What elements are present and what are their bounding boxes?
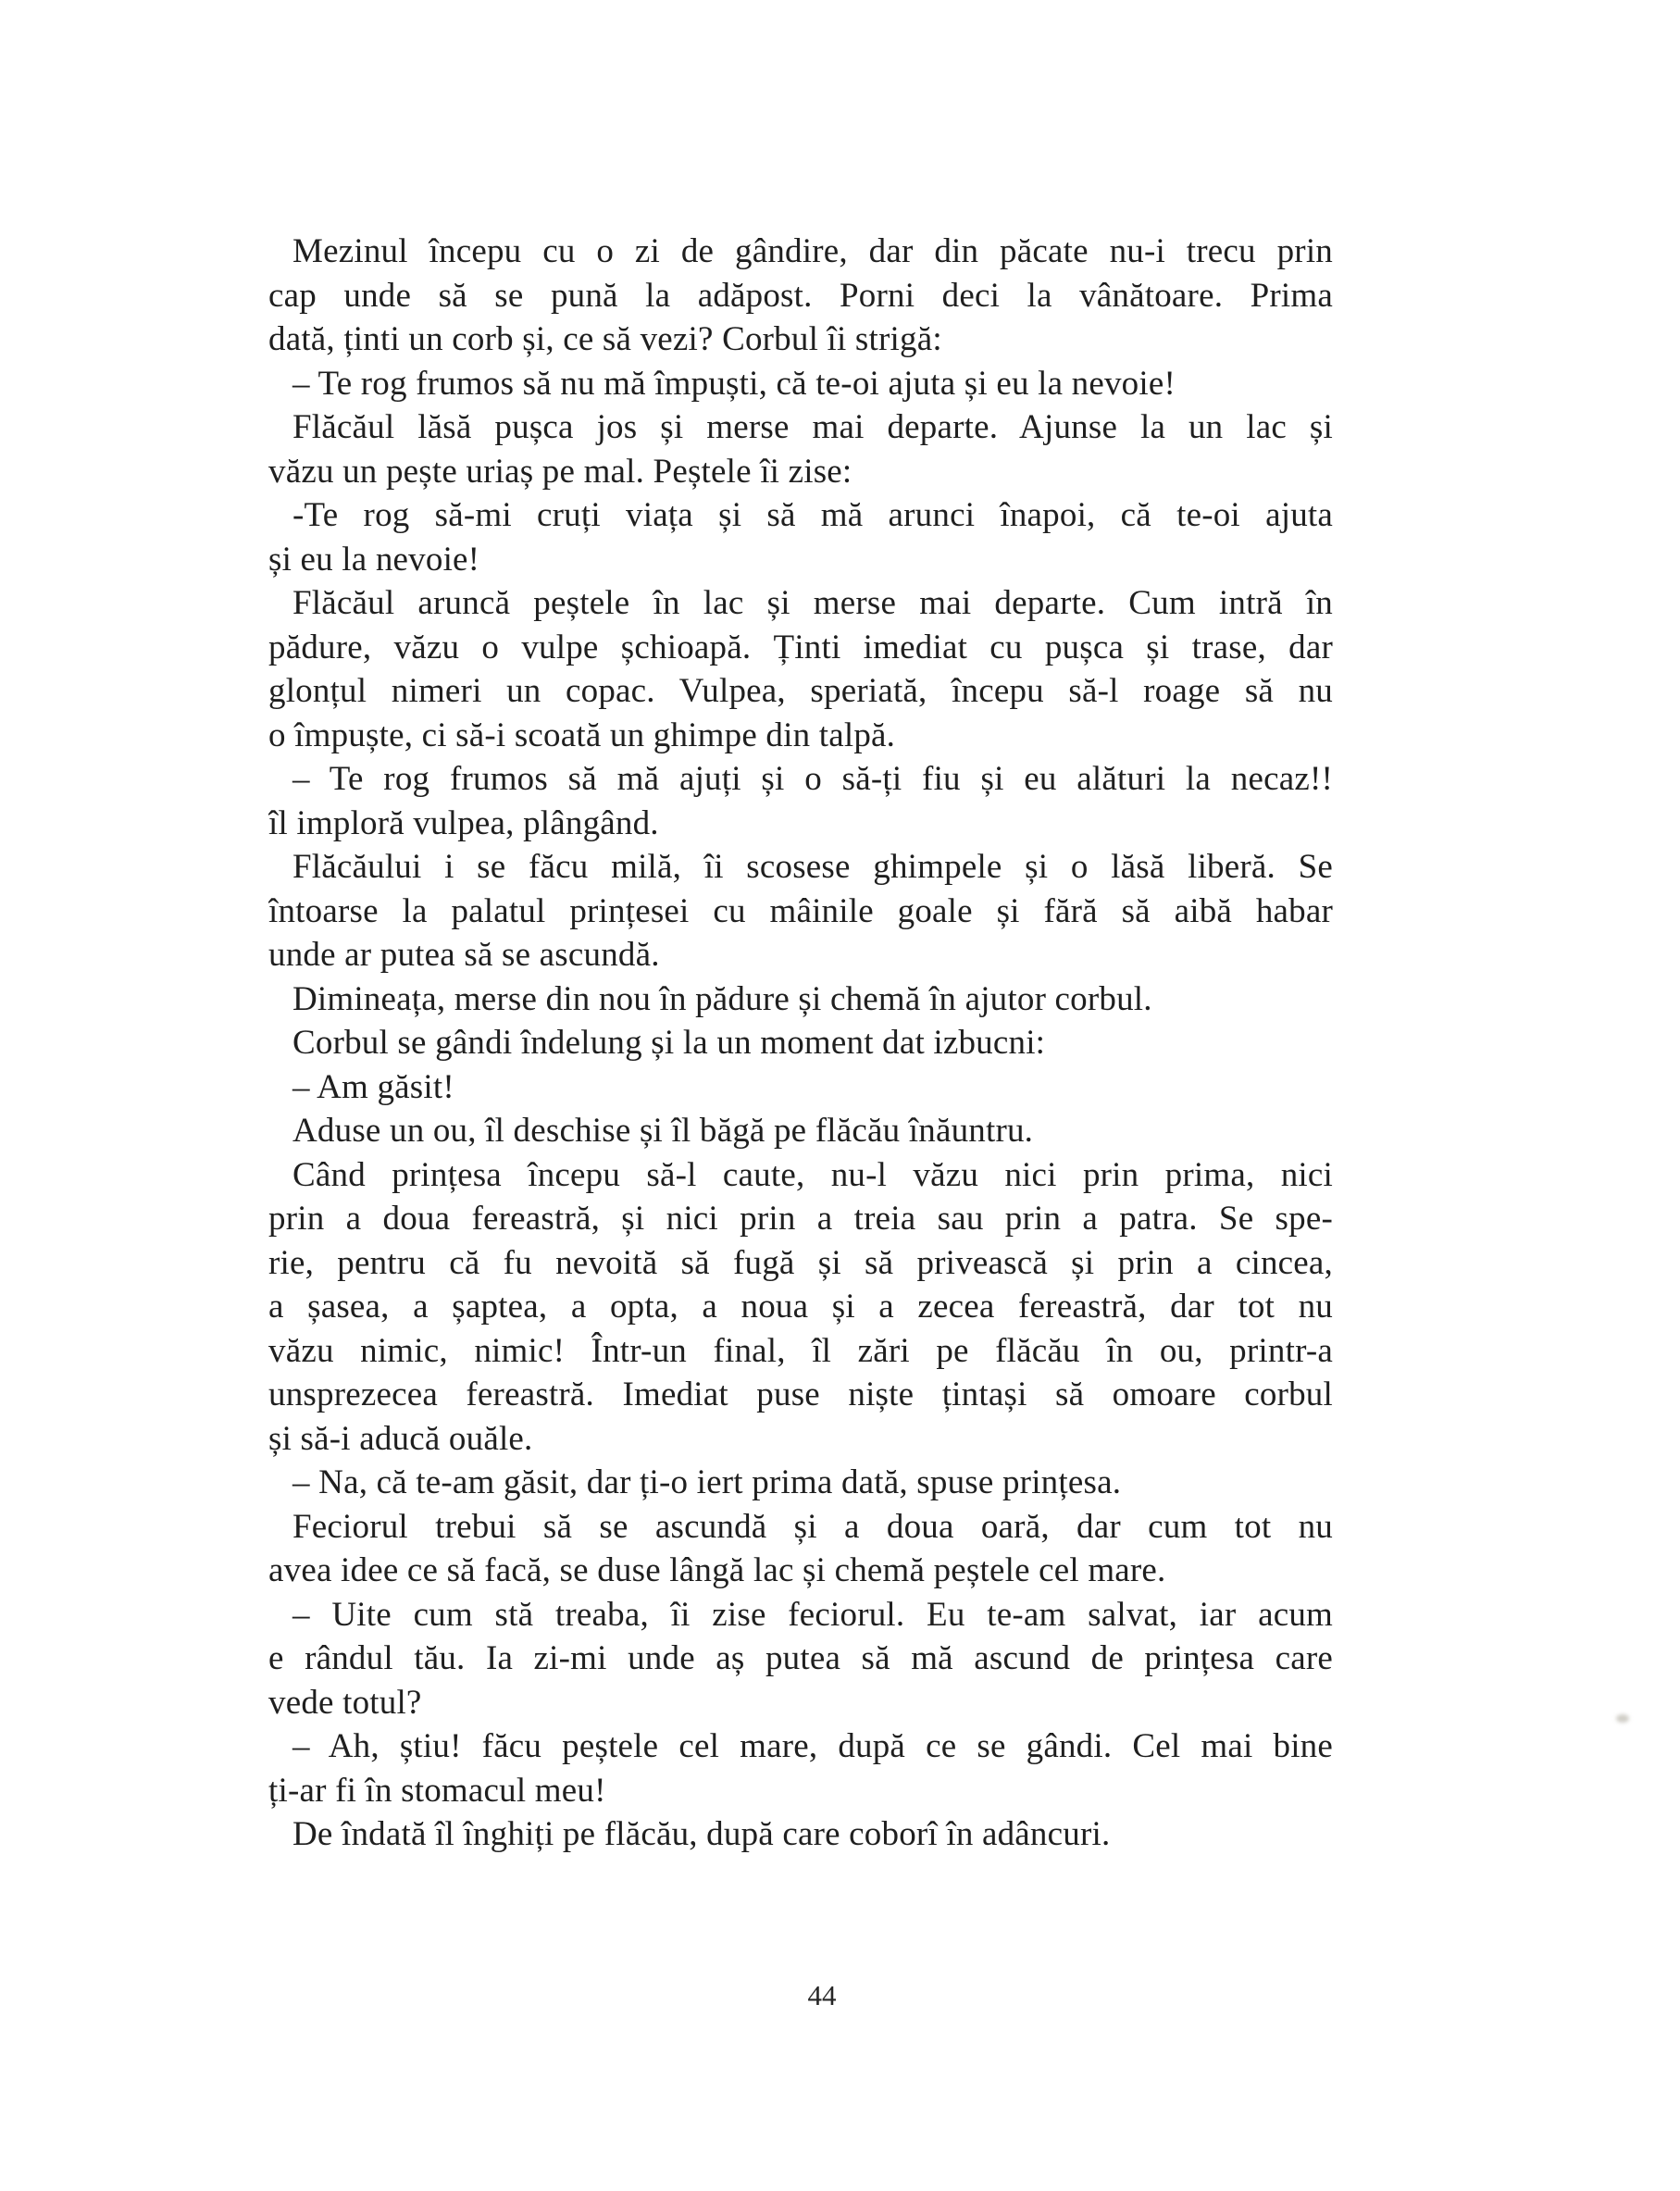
- text-line: îl imploră vulpea, plângând.: [268, 803, 659, 842]
- page-number: 44: [807, 1979, 837, 2011]
- text-line: cap unde să se pună la adăpost. Porni deci la vânătoare. Prima: [268, 276, 1333, 315]
- text-line: dată, ținti un corb și, ce să vezi? Corbul îi strigă:: [268, 320, 942, 358]
- text-line: -Te rog să-mi cruți viața și să mă arunci înapoi, că te-oi ajuta: [292, 496, 1333, 534]
- text-line: Flăcăul aruncă peștele în lac și merse mai departe. Cum intră în: [292, 584, 1333, 622]
- text-line: a șasea, a șaptea, a opta, a noua și a zecea fereastră, dar tot nu: [268, 1288, 1333, 1326]
- text-line: văzu un pește uriaș pe mal. Peștele îi zise:: [268, 452, 852, 491]
- text-line: Când prințesa începu să-l caute, nu-l văzu nici prin prima, nici: [292, 1155, 1333, 1194]
- text-line: o împuște, ci să-i scoată un ghimpe din talpă.: [268, 716, 896, 754]
- text-block: [268, 230, 1333, 1857]
- text-line: unsprezecea fereastră. Imediat puse niște țintași să omoare corbul: [268, 1376, 1333, 1413]
- text-line: Feciorul trebui să se ascundă și a doua oară, dar cum tot nu: [292, 1507, 1333, 1546]
- text-line: prin a doua fereastră, și nici prin a treia sau prin a patra. Se spe-: [268, 1200, 1333, 1238]
- text-line: – Am găsit!: [292, 1067, 454, 1106]
- text-line: Dimineața, merse din nou în pădure și chemă în ajutor corbul.: [292, 979, 1152, 1018]
- text-line: și să-i aducă ouăle.: [268, 1419, 533, 1458]
- text-line: văzu nimic, nimic! Într-un final, îl zări pe flăcău în ou, printr-a: [268, 1331, 1333, 1370]
- text-line: pădure, văzu o vulpe șchioapă. Ținti imediat cu pușca și trase, dar: [268, 628, 1333, 666]
- text-line: Corbul se gândi îndelung și la un moment dat izbucni:: [292, 1024, 1046, 1062]
- text-line: întoarse la palatul prințesei cu mâinile goale și fără să aibă habar: [268, 891, 1333, 930]
- text-line: și eu la nevoie!: [268, 540, 480, 579]
- text-line: Flăcăului i se făcu milă, îi scosese ghimpele și o lăsă liberă. Se: [292, 848, 1333, 886]
- text-line: De îndată îl înghiți pe flăcău, după care coborî în adâncuri.: [292, 1815, 1111, 1853]
- text-line: Mezinul începu cu o zi de gândire, dar din păcate nu-i trecu prin: [292, 232, 1333, 270]
- photo-edge-strip: [1603, 23, 1646, 2180]
- text-line: rie, pentru că fu nevoită să fugă și să privească și prin a cincea,: [268, 1243, 1333, 1282]
- text-line: – Na, că te-am găsit, dar ți-o iert prima dată, spuse prințesa.: [292, 1463, 1122, 1501]
- text-line: Flăcăul lăsă pușca jos și merse mai departe. Ajunse la un lac și: [292, 408, 1333, 446]
- text-line: – Te rog frumos să mă ajuți și o să-ți fiu și eu alături la necaz!!: [292, 760, 1333, 798]
- text-line: ți-ar fi în stomacul meu!: [268, 1771, 606, 1810]
- text-line: e rândul tău. Ia zi-mi unde aș putea să mă ascund de prințesa care: [268, 1639, 1333, 1677]
- text-line: unde ar putea să se ascundă.: [268, 936, 660, 974]
- text-line: – Te rog frumos să nu mă împuști, că te-oi ajuta și eu la nevoie!: [292, 364, 1176, 403]
- text-line: – Uite cum stă treaba, îi zise feciorul. Eu te-am salvat, iar acum: [292, 1595, 1333, 1634]
- text-line: Aduse un ou, îl deschise și îl băgă pe flăcău înăuntru.: [292, 1112, 1034, 1150]
- text-line: glonțul nimeri un copac. Vulpea, speriată, începu să-l roage să nu: [268, 672, 1333, 710]
- text-line: – Ah, știu! făcu peștele cel mare, după ce se gândi. Cel mai bine: [292, 1727, 1333, 1765]
- text-line: avea idee ce să facă, se duse lângă lac și chemă peștele cel mare.: [268, 1551, 1166, 1589]
- photo-highlight-spot: [1616, 1714, 1629, 1723]
- text-line: vede totul?: [268, 1683, 422, 1722]
